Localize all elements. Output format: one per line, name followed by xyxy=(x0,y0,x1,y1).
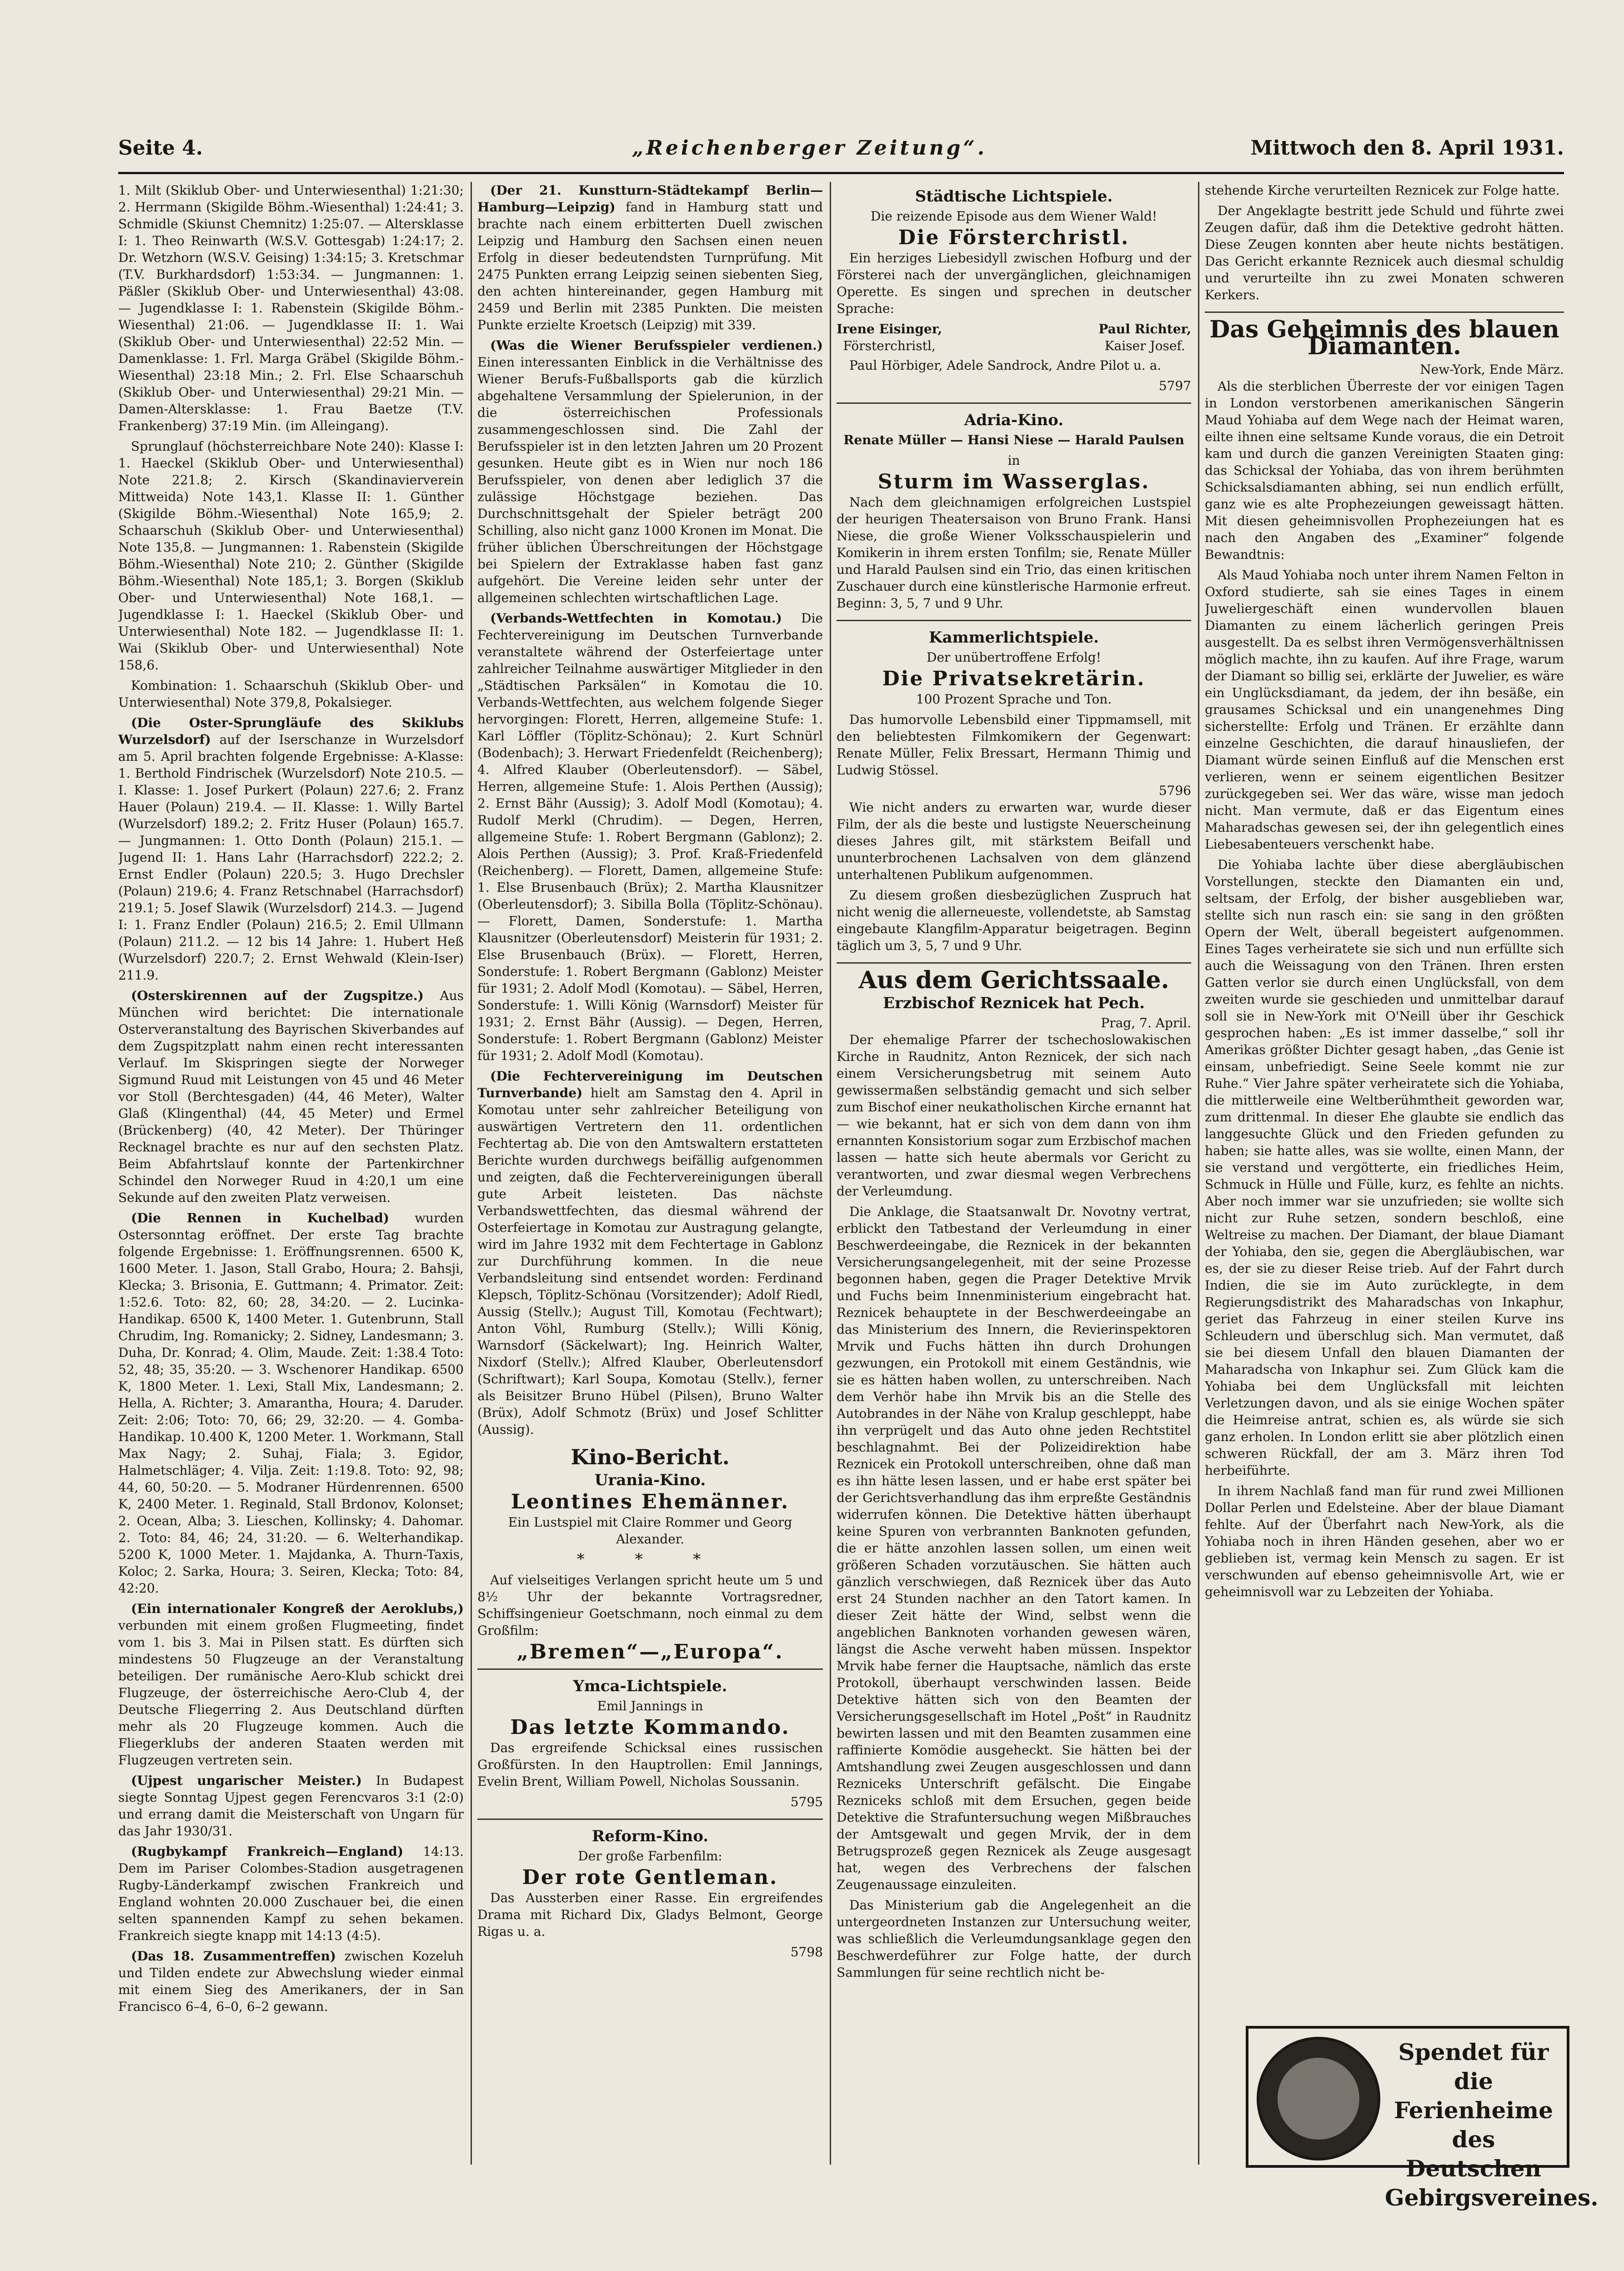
dateline: Prag, 7. April. xyxy=(1101,1015,1191,1030)
article-paragraph: 1. Milt (Skiklub Ober- und Unterwiesenthal) 1:21:30; 2. Herrmann (Skigilde Böhm.-Wiesenthal) 1:24:41; 3. Schmidle (Skiunst Chemnitz) 1:25:07. — Altersklasse I: 1. Theo Reinwarth (W.S.V. Gottesgab) 1:24:17; 2. Dr. Wetzhorn (W.S.V. Geising) 1:34:15; 3. Kretschmar (T.V. Burkhardsdorf) 1:53:34. — Jungmannen: 1. Päßler (Skiklub Ober- und Unterwiesenthal) 43:08. — Jugendklasse I: 1. Rabenstein (Skigilde Böhm.-Wiesenthal) 21:06. — Jugendklasse II: 1. Wai (Skiklub Ober- und Unterwiesenthal) 22:52 Min. — Damenklasse: 1. Frl. Marga Gräbel (Skigilde Böhm.-Wiesenthal) 23:18 Min.; 2. Frl. Else Schaarschuh (Skiklub Ober- und Unterwiesenthal) 29:21 Min. — Damen-Altersklasse: 1. Frau Baetze (T.V. Frankenberg) 37:19 Min. (im Alleingang). xyxy=(118,183,464,433)
article-headline: (Der 21. Kunstturn-Städtekampf Berlin—Hamburg—Leipzig) xyxy=(477,183,823,215)
film-description: Auf vielseitiges Verlangen spricht heute um 5 und 8½ Uhr der bekannte Vortragsredner, Schiffsingenieur Goetschmann, noch einmal zu dem Großfilm: xyxy=(477,1573,823,1638)
article-paragraph: (Die Rennen in Kuchelbad) wurden Ostersonntag eröffnet. Der erste Tag brachte folgende Ergebnisse: 1. Eröffnungsrennen. 6500 K, 1600 Meter. 1. Jason, Stall Grabo, Houra; 2. Bahsji, Klecka; 3. Brisonia, E. Guttmann; 4. Primator. Zeit: 1:52.6. Toto: 82, 60; 28, 34:20. — 2. Lucinka-Handikap. 6500 K, 1400 Meter. 1. Gutenbrunn, Stall Chrudim, Ing. Romanicky; 2. Sidney, Landesmann; 3. Duha, Dr. Konrad; 4. Olim, Maude. Zeit: 1:38.4 Toto: 52, 48; 35, 35:20. — 3. Wschenorer Handikap. 6500 K, 1800 Meter. 1. Lexi, Stall Mix, Landesmann; 2. Hella, A. Richter; 3. Amarantha, Houra; 4. Daruder. Zeit: 2:06; Toto: 70, 66; 29, 32:20. — 4. Gomba-Handikap. 10.400 K, 1200 Meter. 1. Workmann, Stall Max Nagy; 2. Suhaj, Fiala; 3. Egidor, Halmetschläger; 4. Vilja. Zeit: 1:19.8. Toto: 92, 98; 44, 60, 50:20. — 5. Modraner Hürdenrennen. 6500 K, 2400 Meter. 1. Reginald, Stall Brdonov, Kolonset; 2. Ocean, Alba; 3. Lieschen, Kollinsky; 4. Dahomar. 2. Toto: 84, 46; 24, 31:20. — 6. Welterhandikap. 5200 K, 1000 Meter. 1. Majdanka, A. Thurn-Taxis, Koloc; 2. Sarka, Houra; 3. Seiren, Klecka; Toto: 84, 42:20. xyxy=(118,1211,464,1596)
film-title: Leontines Ehemänner. xyxy=(511,1490,790,1513)
film-subtitle: 100 Prozent Sprache und Ton. xyxy=(916,692,1112,707)
article-paragraph: (Was die Wiener Berufsspieler verdienen.) Einen interessanten Einblick in die Verhältnisse des Wiener Berufs-Fußballsports gab die kürzlich abgehaltene Versammlung der Spielerunion, in der die österreichischen Professionals zusammengeschlossen sind. Die Zahl der Berufsspieler ist in den letzten Jahren um 20 Prozent gesunken. Heute gibt es in Wien nur noch 186 Berufsspieler, von denen aber lediglich 37 die zulässige Höchstgage beziehen. Das Durchschnittsgehalt der Spieler beträgt 200 Schilling, also nicht ganz 1000 Kronen im Monat. Die früher üblichen Überschreitungen der Höchstgage bei Spielern der Extraklasse haben fast ganz aufgehört. Die Vereine leiden sehr unter der allgemeinen schlechten wirtschaftlichen Lage. xyxy=(477,338,823,605)
cast-name: Irene Eisinger, xyxy=(837,322,942,337)
section-title: Aus dem Gerichtssaale. xyxy=(858,966,1169,994)
cinema-name: Urania-Kino. xyxy=(594,1471,706,1489)
column-2 xyxy=(477,182,823,2165)
article-paragraph: (Osterskirennen auf der Zugspitze.) Aus München wird berichtet: Die internationale Osterveranstaltung des Bayrischen Skiverbandes auf dem Zugspitzplatt nahm einen recht interessanten Verlauf. Im Skispringen siegte der Norweger Sigmund Ruud mit Leistungen von 45 und 46 Meter vor Stoll (Berchtesgaden) (44, 46 Meter), Walter Glaß (Klingenthal) (44, 45 Meter) und Ermel (Brückenberg) (40, 42 Meter). Der Thüringer Recknagel brachte es nur auf den sechsten Platz. Beim Abfahrtslauf konnte der Partenkirchner Schindel den Norweger Ruud in 4:20,1 um eine Sekunde auf den zweiten Platz verweisen. xyxy=(118,988,464,1205)
divider xyxy=(837,620,1191,621)
article-paragraph: stehende Kirche verurteilten Reznicek zur Folge hatte. xyxy=(1205,183,1560,198)
article-headline: (Die Rennen in Kuchelbad) xyxy=(131,1211,390,1226)
column-3 xyxy=(837,182,1191,2165)
divider xyxy=(477,1668,823,1670)
cinema-name: Adria-Kino. xyxy=(964,411,1064,429)
article-paragraph: (Der 21. Kunstturn-Städtekampf Berlin—Hamburg—Leipzig) fand in Hamburg statt und brachte nach einem erbitterten Duell zwischen Leipzig und Hamburg den Sachsen einen neuen Erfolg in dieser bedeutendsten Turnprüfung. Mit 2475 Punkten errang Leipzig seinen siebenten Sieg, den achten hintereinander, gegen Hamburg mit 2459 und Berlin mit 2385 Punkten. Die meisten Punkte erzielte Kroetsch (Leipzig) mit 339. xyxy=(477,183,823,332)
article-paragraph: (Das 18. Zusammentreffen) zwischen Kozeluh und Tilden endete zur Abwechslung wieder einmal mit einem Sieg des Amerikaners, der in San Francisco 6–4, 6–0, 6–2 gewann. xyxy=(118,1949,464,2014)
article-paragraph: (Die Oster-Sprungläufe des Skiklubs Wurzelsdorf) auf der Iserschanze in Wurzelsdorf am 5. April brachten folgende Ergebnisse: A-Klasse: 1. Berthold Findrischek (Wurzelsdorf) Note 210.5. — I. Klasse: 1. Josef Purkert (Polaun) 227.6; 2. Franz Hauer (Polaun) 219.4. — II. Klasse: 1. Willy Bartel (Wurzelsdorf) 189.2; 2. Fritz Huser (Polaun) 165.7. — Jungmannen: 1. Otto Donth (Polaun) 215.1. — Jugend II: 1. Hans Lahr (Harrachsdorf) 222.2; 2. Ernst Endler (Polaun) 220.5; 3. Hugo Drechsler (Polaun) 219.6; 4. Franz Retschnabel (Harrachsdorf) 219.1; 5. Josef Slawik (Wurzelsdorf) 214.3. — Jugend I: 1. Franz Endler (Polaun) 216.5; 2. Emil Ullmann (Polaun) 211.2. — 12 bis 14 Jahre: 1. Hubert Heß (Wurzelsdorf) 220.7; 2. Ernst Wehwald (Klein-Iser) 211.9. xyxy=(118,715,464,983)
cinema-name: Reform-Kino. xyxy=(591,1827,709,1845)
cinema-name: Städtische Lichtspiele. xyxy=(915,187,1113,206)
ad-number: 5796 xyxy=(1158,783,1191,798)
cinema-name: Ymca-Lichtspiele. xyxy=(573,1677,727,1695)
article-title: Das Geheimnis des blauen Diamanten. xyxy=(1209,316,1559,360)
article-paragraph: Als die sterblichen Überreste der vor einigen Tagen in London verstorbenen amerikanischen Sängerin Maud Yohiaba auf dem Wege nach der Heimat waren, eilte ihnen eine seltsame Kunde voraus, die ein Detroit kam und durch die ganzen Vereinigten Staaten ging: das Schicksal der Yohiaba, das von ihrem berühmten Schicksalsdiamanten abhing, sei nun endlich erfüllt, ganz wie es alte Prophezeiungen geweissagt hätten. Mit diesen geheimnisvollen Prophezeiungen hat es nach den Angaben des „Examiner“ folgende Bewandtnis: xyxy=(1205,379,1564,562)
film-description: Ein Lustspiel mit Claire Rommer und Georg Alexander. xyxy=(508,1515,792,1547)
section-title: Kino-Bericht. xyxy=(571,1445,730,1469)
film-star: Emil Jannings in xyxy=(597,1698,703,1713)
page-number: Seite 4. xyxy=(118,136,203,160)
film-subtitle: Der große Farbenfilm: xyxy=(578,1849,722,1864)
page-header xyxy=(118,136,1564,168)
divider xyxy=(837,962,1191,964)
film-description: Das ergreifende Schicksal eines russischen Großfürsten. In den Hauptrollen: Emil Jannings, Evelin Brent, William Powell, Nicholas Soussanin. xyxy=(477,1740,823,1789)
column-1 xyxy=(118,182,464,2165)
column-divider xyxy=(830,182,831,2165)
film-description: Nach dem gleichnamigen erfolgreichen Lustspiel der heurigen Theatersaison von Bruno Frank. Hansi Niese, die große Wiener Volksschauspielerin und Komikerin in ihrem ersten Tonfilm; sie, Renate Müller und Harald Paulsen sind ein Trio, das einen kritischen Zuschauer durch eine künstlerische Harmonie erfreut. Beginn: 3, 5, 7 und 9 Uhr. xyxy=(837,495,1191,611)
ad-number: 5798 xyxy=(790,1944,823,1959)
film-description: Wie nicht anders zu erwarten war, wurde dieser Film, der als die beste und lustigste Neuerscheinung dieses Jahres gilt, mit stärkstem Beifall und ununterbrochenen Lachsalven von dem glänzend unterhaltenen Publikum aufgenommen. xyxy=(837,800,1191,882)
ad-text: Spendet für die Ferienheime des Deutschen Gebirgsvereines. xyxy=(1385,2039,1599,2211)
header-rule xyxy=(118,172,1564,174)
column-divider xyxy=(471,182,472,2165)
column-divider xyxy=(1198,182,1199,2165)
article-headline: (Ujpest ungarischer Meister.) xyxy=(131,1773,362,1788)
cast-role: Försterchristl, xyxy=(843,338,936,353)
article-paragraph: (Die Fechtervereinigung im Deutschen Turnverbande) hielt am Samstag den 4. April in Komotau unter sehr zahlreicher Beteiligung von auswärtigen Vertretern den 11. ordentlichen Fechtertag ab. Die von den Amtswaltern erstatteten Berichte wurden durchwegs beifällig aufgenommen und zeigten, daß die Fechtervereinigungen überall gute Arbeit leisteten. Das nächste Verbandswettfechten, das diesmal während der Osterfeiertage in Komotau zur Austragung gelangte, wird im Jahre 1932 mit dem Fechtertage in Gablonz zur Durchführung kommen. In die neue Verbandsleitung sind entsendet worden: Ferdinand Klepsch, Töplitz-Schönau (Vorsitzender); Adolf Riedl, Aussig (Stellv.); August Till, Komotau (Fechtwart); Anton Vöhl, Rumburg (Stellv.); Willi König, Warnsdorf (Säckelwart); Ing. Heinrich Walter, Nixdorf (Stellv.); Alfred Klauber, Oberleutensdorf (Schriftwart); Karl Soupa, Komotau (Stellv.), ferner als Beisitzer Bruno Hübel (Pilsen), Bruno Walter (Brüx), Adolf Schmotz (Brüx) und Josef Schlitter (Aussig). xyxy=(477,1069,823,1437)
article-headline: (Ein internationaler Kongreß der Aeroklubs,) xyxy=(131,1601,464,1616)
film-description: Ein herziges Liebesidyll zwischen Hofburg und der Försterei nach der unvergänglichen, gleichnamigen Operette. Es singen und sprechen in deutscher Sprache: xyxy=(837,251,1191,316)
article-headline: (Osterskirennen auf der Zugspitze.) xyxy=(131,988,424,1003)
cast-list xyxy=(837,321,1191,354)
separator-stars: * * * xyxy=(576,1550,724,1568)
article-paragraph: In ihrem Nachlaß fand man für rund zwei Millionen Dollar Perlen und Edelsteine. Aber der blaue Diamant fehlte. Auf der Überfahrt nach New-York, als die Yohiaba noch in ihren Händen gesehen, aber wo er geblieben ist, vermag kein Mensch zu sagen. Er ist verschwunden auf ebenso geheimnisvolle Art, wie er geheimnisvoll war zu Lebzeiten der Yohiaba. xyxy=(1205,1483,1564,1599)
divider xyxy=(477,1819,823,1820)
donation-advertisement xyxy=(1246,2026,1599,2211)
article-paragraph: (Verbands-Wettfechten in Komotau.) Die Fechtervereinigung im Deutschen Turnverbande veranstaltete während der Osterfeiertage unter zahlreicher Teilnahme auswärtiger Mitglieder in den „Städtischen Parksälen“ in Komotau die 10. Verbands-Wettfechten, aus welchem folgende Sieger hervorgingen: Florett, Herren, allgemeine Stufe: 1. Karl Löffler (Töplitz-Schönau); 2. Kurt Schnürl (Bodenbach); 3. Herwart Friedenfeldt (Reichenberg); 4. Alfred Klauber (Oberleutensdorf). — Säbel, Herren, allgemeine Stufe: 1. Alois Perthen (Aussig); 2. Ernst Bähr (Aussig); 3. Adolf Modl (Komotau); 4. Rudolf Merkl (Chrudim). — Degen, Herren, allgemeine Stufe: 1. Robert Bergmann (Gablonz); 2. Alois Perthen (Aussig); 3. Prof. Kraß-Friedenfeld (Reichenberg). — Florett, Damen, allgemeine Stufe: 1. Else Brusenbauch (Brüx); 2. Martha Klausnitzer (Oberleutensdorf); 3. Sibilla Bolla (Töplitz-Schönau). — Florett, Damen, Sonderstufe: 1. Martha Klausnitzer (Oberleutensdorf) Meisterin für 1931; 2. Else Brusenbauch (Brüx). — Florett, Herren, Sonderstufe: 1. Robert Bergmann (Gablonz) Meister für 1931; 2. Adolf Modl (Komotau). — Säbel, Herren, Sonderstufe: 1. Willi König (Warnsdorf) Meister für 1931; 2. Ernst Bähr (Aussig). — Degen, Herren, Sonderstufe: 1. Robert Bergmann (Gablonz) Meister für 1931; 2. Adolf Modl (Komotau). xyxy=(477,611,823,1063)
article-headline: (Die Fechtervereinigung im Deutschen Turnverbande) xyxy=(477,1069,823,1100)
cinema-name: Kammerlichtspiele. xyxy=(929,628,1099,647)
divider xyxy=(837,402,1191,404)
article-paragraph: Der Angeklagte bestritt jede Schuld und führte zwei Zeugen dafür, daß ihm die Detektive gedroht hätten. Diese Zeugen konnten aber heute nichts bestätigen. Das Gericht erkannte Reznicek auch diesmal schuldig und verurteilte ihn zu zwei Monaten schweren Kerkers. xyxy=(1205,203,1564,302)
film-description: Paul Hörbiger, Adele Sandrock, Andre Pilot u. a. xyxy=(849,358,1162,373)
film-subtitle: Der unübertroffene Erfolg! xyxy=(927,650,1101,665)
article-headline: (Das 18. Zusammentreffen) xyxy=(131,1949,336,1964)
film-description: Das humorvolle Lebensbild einer Tippmamsell, mit den beliebtesten Filmkomikern der Gegenwart: Renate Müller, Felix Bressart, Hermann Thimig und Ludwig Stössel. xyxy=(837,712,1191,778)
emblem-icon xyxy=(1257,2037,1380,2160)
newspaper-title: „Reichenberger Zeitung“. xyxy=(632,136,987,160)
article-paragraph: Der ehemalige Pfarrer der tschechoslowakischen Kirche in Raudnitz, Anton Reznicek, der sich nach einem Versicherungsbetrug mit seinem Auto gewissermaßen selbständig gemacht und sich selber zum Bischof einer neukatholischen Kirche ernannt hat — wie bekannt, hat er sich von dem dann von ihm ernannten Konsistorium sogar zum Erzbischof machen lassen — hatte sich heute abermals vor Gericht zu verantworten, und zwar diesmal wegen Verbrechens der Verleumdung. xyxy=(837,1032,1191,1199)
column-4 xyxy=(1205,182,1564,2019)
film-description: Das Aussterben einer Rasse. Ein ergreifendes Drama mit Richard Dix, Gladys Belmont, George Rigas u. a. xyxy=(477,1890,823,1939)
article-paragraph: Das Ministerium gab die Angelegenheit an die untergeordneten Instanzen zur Untersuchung weiter, was schließlich die Verleumdungsanklage gegen den Beschwerdeführer zur Folge hatte, der durch Sammlungen für seine rechtlich nicht be- xyxy=(837,1898,1191,1980)
film-title: Das letzte Kommando. xyxy=(510,1716,790,1739)
film-title: Die Privatsekretärin. xyxy=(882,667,1146,690)
article-paragraph: (Ein internationaler Kongreß der Aeroklubs,) verbunden mit einem großen Flugmeeting, findet vom 1. bis 3. Mai in Pilsen statt. Es dürften sich mindestens 50 Flugzeuge an der Veranstaltung beteiligen. Der rumänische Aero-Klub schickt drei Flugzeuge, der österreichische Aero-Club 4, der Deutsche Fliegerring 2. Aus Deutschland dürften mehr als 20 Flugzeuge kommen. Auch die Fliegerklubs der anderen Staaten werden mit Flugzeugen vertreten sein. xyxy=(118,1601,464,1768)
article-paragraph: Als Maud Yohiaba noch unter ihrem Namen Felton in Oxford studierte, sah sie eines Tages in einem Juweliergeschäft einen wundervollen blauen Diamanten zu einem lächerlich geringen Preis ausgestellt. Da es selbst ihren Vermögensverhältnissen möglich machte, ihn zu kaufen. Auf ihre Frage, warum der Diamant so billig sei, erklärte der Juwelier, es wäre ein Unglücksdiamant, da jedem, der ihn besäße, ein grausames Schicksal und ein unangenehmes Ding sicherstellte: Erfolg und Tränen. Er erzählte dann einzelne Geschichten, die darauf hinausliefen, der Diamant würde seinen Einfluß auf die Menschen erst verlieren, wenn er seinem eigentlichen Besitzer zurückgegeben sei. Wer das wäre, wisse man jedoch nicht. Man vermute, daß er das Eigentum eines Maharadschas gewesen sei, der ihn gelegentlich eines Liebesabenteuers verschenkt habe. xyxy=(1205,568,1564,852)
cast-role: Kaiser Josef. xyxy=(1104,338,1185,353)
film-title: Die Försterchristl. xyxy=(898,226,1130,249)
divider xyxy=(1205,312,1564,313)
ad-number: 5797 xyxy=(1158,378,1191,393)
film-in: in xyxy=(1007,453,1020,468)
article-headline: (Was die Wiener Berufsspieler verdienen.) xyxy=(490,338,823,353)
film-title: Der rote Gentleman. xyxy=(522,1866,778,1889)
film-title: „Bremen“—„Europa“. xyxy=(516,1640,784,1663)
issue-date: Mittwoch den 8. April 1931. xyxy=(1250,136,1564,160)
film-subtitle: Die reizende Episode aus dem Wiener Wald! xyxy=(870,209,1158,224)
article-paragraph: Kombination: 1. Schaarschuh (Skiklub Ober- und Unterwiesenthal) Note 379,8, Pokalsieger. xyxy=(118,678,464,710)
ad-number: 5795 xyxy=(790,1794,823,1809)
article-paragraph: (Ujpest ungarischer Meister.) In Budapest siegte Sonntag Ujpest gegen Ferencvaros 3:1 (2:0) und errang damit die Meisterschaft von Ungarn für das Jahr 1930/31. xyxy=(118,1773,464,1839)
article-paragraph: (Rugbykampf Frankreich—England) 14:13. Dem im Pariser Colombes-Stadion ausgetragenen Rugby-Länderkampf zwischen Frankreich und England wohnten 20.000 Zuschauer bei, die einen selten spannenden Kampf zu sehen bekamen. Frankreich siegte knapp mit 14:13 (4:5). xyxy=(118,1844,464,1943)
cast-line: Renate Müller — Hansi Niese — Harald Paulsen xyxy=(843,432,1184,447)
film-description: Zu diesem großen diesbezüglichen Zuspruch hat nicht wenig die allerneueste, vollendetste, ab Samstag eingebaute Klangfilm-Apparatur beigetragen. Beginn täglich um 3, 5, 7 und 9 Uhr. xyxy=(837,888,1191,953)
article-headline: (Rugbykampf Frankreich—England) xyxy=(131,1844,404,1859)
article-headline: (Verbands-Wettfechten in Komotau.) xyxy=(490,611,782,626)
article-headline: (Die Oster-Sprungläufe des Skiklubs Wurzelsdorf) xyxy=(118,715,464,747)
article-paragraph: Die Yohiaba lachte über diese abergläubischen Vorstellungen, steckte den Diamanten ein und, seltsam, der Erfolg, der bisher ausgeblieben war, stellte sich nun rasch ein: sie sang in den größten Opern der Welt, überall begeistert aufgenommen. Eines Tages verheiratete sie sich und nun erfüllte sich auch die Weissagung von den Tränen. Ihren ersten Gatten verlor sie durch einen Unglücksfall, von dem zweiten wurde sie geschieden und unmittelbar darauf soll sie in New-York mit O'Neill über ihr Geschick gesprochen haben: „Es ist immer dasselbe,“ soll ihr Amerikas größter Dichter gesagt haben, „das Genie ist einsam, unbefriedigt. Seine Seele kommt nie zur Ruhe.“ Vier Jahre später verheiratete sich die Yohiaba, die mittlerweile eine Weltberühmtheit geworden war, zum drittenmal. In dieser Ehe glaubte sie endlich das langgesuchte Glück und den Frieden gefunden zu haben; sie hatte alles, was sie wollte, einen Mann, der sie verstand und vergötterte, ein friedliches Heim, Schmuck in Hülle und Fülle, kurz, es fehlte an nichts. Aber noch immer war sie unzufrieden; sie wollte sich nicht zur Ruhe setzen, sondern beschloß, eine Weltreise zu machen. Der Diamant, der blaue Diamant der Yohiaba, den sie, gegen die Abergläubischen, war es, der sie zu dieser Reise trieb. Auf der Fahrt durch Indien, die sie im Auto zurücklegte, in dem Regierungsdistrikt des Maharadschas von Inkaphur, geriet das Fahrzeug in einer steilen Kurve ins Schleudern und überschlug sich. Man vermutet, daß sie bei diesem Unfall den blauen Diamanten der Maharadscha von Inkaphur sei. Zum Glück kam die Yohiaba bei dem Unglücksfall mit leichten Verletzungen davon, und als sie einige Wochen später die Heimreise antrat, schien es, als würde sie sich ganz erholen. In London erlitt sie aber plötzlich einen schweren Rückfall, der am 3. März ihren Tod herbeiführte. xyxy=(1205,857,1564,1478)
article-paragraph: Die Anklage, die Staatsanwalt Dr. Novotny vertrat, erblickt den Tatbestand der Verleumdung in einer Beschwerdeeingabe, die Reznicek in der bekannten Versicherungsangelegenheit, mit der seine Prozesse begonnen haben, gegen die Prager Detektive Mrvik und Fuchs beim Innenministerium eingebracht hat. Reznicek behauptete in der Beschwerdeeingabe an das Ministerium des Innern, die Revierinspektoren Mrvik und Fuchs hätten ihn durch Drohungen gezwungen, ein Protokoll mit einem Geständnis, wie sie es hätten haben wollen, zu unterschreiben. Nach dem Verhör habe ihn Mrvik bis an die Stelle des Autobrandes in der Nähe von Kralup geschleppt, habe ihn verprügelt und das Auto ohne jeden Rechtstitel beschlagnahmt. Bei der Polizeidirektion habe Reznicek ein Protokoll unterschreiben, ohne daß man es ihn hätte lesen lassen, und er habe erst später bei der Gerichtsverhandlung das ihm erpreßte Geständnis widerrufen können. Die Detektive hätten überhaupt keine Spuren von verbrannten Banknoten gefunden, die er hätte anzohlen lassen sollen, um einen weit größeren Schaden vorzutäuschen. Sie hätten auch gänzlich verschwiegen, daß Reznicek über das Auto erst 24 Stunden nachher an den Tatort kamen. In dieser Zeit hätte der Wind, selbst wenn die angeblichen Banknoten vorhanden gewesen wären, längst die Asche verweht haben müssen. Inspektor Mrvik habe ferner die Hauptsache, nämlich das erste Protokoll, überhaupt verschwinden lassen. Beide Detektive hätten sich von den Beamten der Versicherungsgesellschaft im Hotel „Pošt“ in Raudnitz bewirten lassen und mit den Beamten zusammen eine raffinierte Komödie ausgeheckt. Sie hätten bei der Amtshandlung zwei Zeugen ausgeschlossen und dann Rezniceks Unterschrift gefälscht. Die Eingabe Rezniceks schloß mit dem Ersuchen, gegen beide Detektive die Strafuntersuchung wegen Mißbrauches der Amtsgewalt und gegen Mrvik, der in dem Betrugsprozeß gegen Reznicek als Zeuge ausgesagt hat, wegen des Verbrechens der falschen Zeugenaussage einzuleiten. xyxy=(837,1204,1191,1892)
article-paragraph: Sprunglauf (höchsterreichbare Note 240): Klasse I: 1. Haeckel (Skiklub Ober- und Unterwiesenthal) Note 221.8; 2. Kirsch (Skandinavierverein Mittweida) Note 143,1. Klasse II: 1. Günther (Skigilde Böhm.-Wiesenthal) Note 165,9; 2. Schaarschuh (Skiklub Ober- und Unterwiesenthal) Note 135,8. — Jungmannen: 1. Rabenstein (Skigilde Böhm.-Wiesenthal) Note 210; 2. Günther (Skigilde Böhm.-Wiesenthal) Note 185,1; 3. Borgen (Skiklub Ober- und Unterwiesenthal) Note 168,1. — Jugendklasse I: 1. Haeckel (Skiklub Ober- und Unterwiesenthal) Note 182. — Jugendklasse II: 1. Wai (Skiklub Ober- und Unterwiesenthal) Note 158,6. xyxy=(118,439,464,673)
film-title: Sturm im Wasserglas. xyxy=(877,470,1150,493)
article-title: Erzbischof Reznicek hat Pech. xyxy=(883,994,1145,1012)
dateline: New-York, Ende März. xyxy=(1420,362,1564,377)
cast-name: Paul Richter, xyxy=(1098,322,1191,337)
